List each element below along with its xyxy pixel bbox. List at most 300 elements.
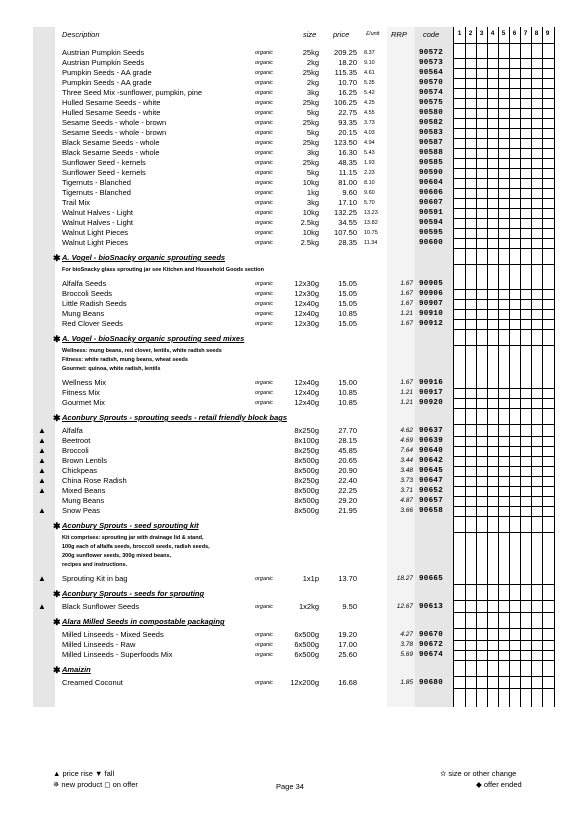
organic-label: organic [255,652,274,658]
pack-size: 3kg [306,88,319,97]
section-note: recipes and instructions. [62,562,128,568]
product-code: 90573 [419,59,444,67]
section-title: Alara Milled Seeds in compostable packaging [62,617,225,626]
grid-row-line [454,688,554,689]
organic-label: organic [255,220,274,226]
organic-label: organic [255,380,274,386]
product-code: 90658 [419,507,444,515]
pack-size: 2.5kg [300,238,319,247]
product-name: Brown Lentils [62,456,108,465]
product-row [33,68,553,78]
product-row [33,98,553,108]
product-code: 90591 [419,209,444,217]
unit-price: 5.35 [364,80,375,86]
pack-size: 2kg [306,58,319,67]
product-row [33,148,553,158]
product-name: Pumpkin Seeds - AA grade [62,68,152,77]
section-title: A. Vogel - bioSnacky organic sprouting seeds [62,253,226,262]
price: 81.00 [338,178,357,187]
product-code: 90680 [419,679,444,687]
product-row [33,486,553,496]
product-code: 90583 [419,129,444,137]
price: 45.85 [338,446,357,455]
price: 29.20 [338,496,357,505]
pack-size: 12x30g [294,279,319,288]
price: 48.35 [338,158,357,167]
product-name: Sunflower Seed - kernels [62,158,146,167]
price: 15.05 [338,319,357,328]
section-note: For bioSnacky glass sprouting jar see Kitchen and Household Goods section [62,267,265,273]
new-section-star-icon: ✱ [53,617,61,627]
grid-column-number: 1 [457,30,462,37]
price: 13.70 [338,574,357,583]
product-code: 90588 [419,149,444,157]
product-row [33,319,553,329]
header-size: size [303,30,317,39]
legend-new: ✵ new product ◻ on offer [53,780,138,789]
product-row [33,138,553,148]
product-name: Little Radish Seeds [62,299,127,308]
product-name: Hulled Sesame Seeds - white [62,98,161,107]
price: 20.15 [338,128,357,137]
organic-label: organic [255,140,274,146]
product-row [33,188,553,198]
product-code: 90920 [419,399,444,407]
product-code: 90590 [419,169,444,177]
section-note: Wellness: mung beans, red clover, lentils, white radish seeds [62,348,222,354]
organic-label: organic [255,190,274,196]
product-code: 90604 [419,179,444,187]
organic-label: organic [255,230,274,236]
product-row [33,678,553,688]
product-code: 90906 [419,290,444,298]
price: 123.50 [334,138,357,147]
section-note: 100g each of alfalfa seeds, broccoli seeds, radish seeds, [62,544,210,550]
product-name: Austrian Pumpkin Seeds [62,58,145,67]
new-section-star-icon: ✱ [53,589,61,599]
product-name: Black Sunflower Seeds [62,602,140,611]
rrp: 3.66 [400,507,413,514]
organic-label: organic [255,90,274,96]
rrp: 1.21 [400,389,413,396]
section-title: Aconbury Sprouts - seeds for sprouting [62,589,205,598]
product-code: 90639 [419,437,444,445]
unit-price: 13.82 [364,220,378,226]
product-row [33,58,553,68]
price: 15.05 [338,289,357,298]
product-code: 90672 [419,641,444,649]
price: 20.90 [338,466,357,475]
product-name: China Rose Radish [62,476,127,485]
product-row [33,158,553,168]
pack-size: 8x250g [294,426,319,435]
product-name: Mung Beans [62,496,105,505]
unit-price: 11.34 [364,240,378,246]
organic-label: organic [255,60,274,66]
price: 28.35 [338,238,357,247]
product-row [33,426,553,436]
organic-label: organic [255,680,274,686]
change-marker: ▲ [38,436,46,445]
product-name: Hulled Sesame Seeds - white [62,108,161,117]
change-marker: ▲ [38,426,46,435]
pack-size: 12x40g [294,388,319,397]
change-marker: ▲ [38,602,46,611]
rrp: 1.67 [400,290,413,297]
price: 10.70 [338,78,357,87]
section-title: A. Vogel - bioSnacky organic sprouting seed mixes [62,334,245,343]
product-row [33,446,553,456]
pack-size: 5kg [306,108,319,117]
grid-row-line [454,264,554,265]
product-name: Austrian Pumpkin Seeds [62,48,145,57]
pack-size: 8x500g [294,466,319,475]
grid-row-line [454,424,554,425]
price: 16.25 [338,88,357,97]
product-row [33,299,553,309]
grid-column-number: 9 [545,30,550,37]
price: 22.25 [338,486,357,495]
product-code: 90613 [419,603,444,611]
product-row [33,178,553,188]
grid-row-line [454,600,554,601]
unit-price: 4.61 [364,70,375,76]
product-name: Alfalfa Seeds [62,279,107,288]
product-name: Walnut Halves - Light [62,218,134,227]
product-code: 90580 [419,109,444,117]
grid-row-line [454,676,554,677]
rrp: 4.62 [400,427,413,434]
product-row [33,198,553,208]
section-heading [33,664,453,676]
price: 10.85 [338,388,357,397]
rrp: 1.85 [400,679,413,686]
product-code: 90916 [419,379,444,387]
change-marker: ▲ [38,476,46,485]
product-name: Chickpeas [62,466,98,475]
organic-label: organic [255,576,274,582]
unit-price: 10.75 [364,230,378,236]
organic-label: organic [255,70,274,76]
product-name: Sesame Seeds - whole - brown [62,118,167,127]
price: 115.35 [334,68,357,77]
rrp: 1.21 [400,310,413,317]
grid-row-line [454,584,554,585]
product-code: 90907 [419,300,444,308]
product-row [33,398,553,408]
rrp: 1.21 [400,399,413,406]
product-name: Sunflower Seed - kernels [62,168,146,177]
product-row [33,496,553,506]
grid-row-line [454,660,554,661]
rrp: 3.44 [400,457,413,464]
organic-label: organic [255,321,274,327]
organic-label: organic [255,632,274,638]
organic-label: organic [255,120,274,126]
price: 11.15 [338,168,357,177]
product-row [33,279,553,289]
product-code: 90917 [419,389,444,397]
product-row [33,118,553,128]
product-name: Alfalfa [62,426,83,435]
product-name: Broccoli [62,446,89,455]
price: 16.30 [338,148,357,157]
product-code: 90606 [419,189,444,197]
product-row [33,388,553,398]
grid-column-number: 5 [501,30,506,37]
price: 15.05 [338,299,357,308]
product-row [33,378,553,388]
section-note: Fitness: white radish, mung beans, wheat seeds [62,357,188,363]
change-marker: ▲ [38,456,46,465]
product-code: 90585 [419,159,444,167]
pack-size: 8x250g [294,446,319,455]
organic-label: organic [255,390,274,396]
pack-size: 8x250g [294,476,319,485]
product-name: Wellness Mix [62,378,107,387]
organic-label: organic [255,291,274,297]
section-title: Aconbury Sprouts - seed sprouting kit [62,521,199,530]
product-code: 90595 [419,229,444,237]
unit-price: 2.23 [364,170,375,176]
grid-row-line [454,408,554,409]
product-name: Fitness Mix [62,388,100,397]
product-row [33,630,553,640]
change-marker: ▲ [38,574,46,583]
price: 19.20 [338,630,357,639]
pack-size: 12x30g [294,319,319,328]
price: 107.50 [334,228,357,237]
product-row [33,602,553,612]
unit-price: 5.43 [364,150,375,156]
legend-size: ✫ size or other change [440,769,517,778]
pack-size: 8x100g [294,436,319,445]
product-row [33,48,553,58]
pack-size: 5kg [306,128,319,137]
grid-row-line [454,628,554,629]
product-row [33,78,553,88]
organic-label: organic [255,110,274,116]
product-code: 90670 [419,631,444,639]
price: 17.10 [338,198,357,207]
price: 132.25 [334,208,357,217]
unit-price: 8.37 [364,50,375,56]
rrp: 1.67 [400,320,413,327]
pack-size: 25kg [302,48,319,57]
pack-size: 8x500g [294,456,319,465]
unit-price: 9.60 [364,190,375,196]
pack-size: 3kg [306,148,319,157]
organic-label: organic [255,170,274,176]
price: 9.60 [342,188,357,197]
organic-label: organic [255,311,274,317]
organic-label: organic [255,642,274,648]
price: 106.25 [334,98,357,107]
grid-row-line [454,345,554,346]
organic-label: organic [255,210,274,216]
product-name: Trail Mix [62,198,91,207]
product-name: Creamed Coconut [62,678,123,687]
product-name: Walnut Light Pieces [62,238,129,247]
organic-label: organic [255,240,274,246]
product-code: 90647 [419,477,444,485]
page-number: Page 34 [276,782,304,791]
pack-size: 3kg [306,198,319,207]
pack-size: 25kg [302,138,319,147]
price: 18.20 [338,58,357,67]
price: 16.68 [338,678,357,687]
price: 20.65 [338,456,357,465]
product-row [33,436,553,446]
organic-label: organic [255,160,274,166]
organic-label: organic [255,301,274,307]
product-row [33,466,553,476]
product-name: Milled Linseeds - Raw [62,640,136,649]
pack-size: 8x500g [294,486,319,495]
product-name: Black Sesame Seeds - whole [62,148,160,157]
rrp: 7.64 [400,447,413,454]
product-code: 90575 [419,99,444,107]
product-row [33,128,553,138]
product-code: 90607 [419,199,444,207]
organic-label: organic [255,100,274,106]
pack-size: 6x500g [294,630,319,639]
rrp: 3.78 [400,641,413,648]
pack-size: 12x200g [290,678,319,687]
pack-size: 1x2kg [298,602,319,611]
section-title: Aconbury Sprouts - sprouting seeds - retail friendly block bags [62,413,288,422]
product-name: Pumpkin Seeds - AA grade [62,78,152,87]
new-section-star-icon: ✱ [53,413,61,423]
section-note: 200g sunflower seeds, 300g mixed beans, [62,553,172,559]
product-row [33,168,553,178]
price: 209.25 [334,48,357,57]
product-name: Mung Beans [62,309,105,318]
product-code: 90582 [419,119,444,127]
grid-row-line [454,43,554,44]
product-name: Broccoli Seeds [62,289,113,298]
pack-size: 25kg [302,68,319,77]
rrp: 12.67 [396,603,413,610]
change-marker: ▲ [38,466,46,475]
section-heading [33,616,453,628]
price: 15.05 [338,279,357,288]
header-code: code [423,30,440,39]
product-name: Tigernuts - Blanched [62,178,131,187]
unit-price: 4.94 [364,140,375,146]
product-code: 90564 [419,69,444,77]
product-name: Walnut Light Pieces [62,228,129,237]
pack-size: 8x500g [294,506,319,515]
product-name: Three Seed Mix -sunflower, pumpkin, pine [62,88,203,97]
pack-size: 8x500g [294,496,319,505]
rrp: 3.73 [400,477,413,484]
unit-price: 1.93 [364,160,375,166]
pack-size: 25kg [302,158,319,167]
unit-price: 4.25 [364,100,375,106]
price: 34.55 [338,218,357,227]
price: 22.75 [338,108,357,117]
product-name: Milled Linseeds - Mixed Seeds [62,630,164,639]
legend-price: ▲ price rise ▼ fall [53,769,115,778]
product-name: Snow Peas [62,506,100,515]
product-row [33,650,553,660]
product-code: 90587 [419,139,444,147]
product-row [33,640,553,650]
section-note: Gourmet: quinoa, white radish, lentils [62,366,161,372]
header-description: Description [62,30,100,39]
price: 28.15 [338,436,357,445]
grid-row-line [454,329,554,330]
price: 10.85 [338,398,357,407]
product-row [33,218,553,228]
new-section-star-icon: ✱ [53,665,61,675]
organic-label: organic [255,200,274,206]
rrp: 18.27 [396,575,413,582]
product-code: 90637 [419,427,444,435]
product-name: Sesame Seeds - whole - brown [62,128,167,137]
new-section-star-icon: ✱ [53,334,61,344]
organic-label: organic [255,281,274,287]
product-name: Sprouting Kit in bag [62,574,128,583]
organic-label: organic [255,604,274,610]
pack-size: 1kg [306,188,319,197]
grid-row-line [454,532,554,533]
rrp: 4.27 [400,631,413,638]
price: 22.40 [338,476,357,485]
section-heading [33,252,453,264]
pack-size: 12x40g [294,398,319,407]
unit-price: 8.10 [364,180,375,186]
pack-size: 6x500g [294,640,319,649]
product-code: 90657 [419,497,444,505]
change-marker: ▲ [38,446,46,455]
product-code: 90642 [419,457,444,465]
organic-label: organic [255,400,274,406]
product-code: 90652 [419,487,444,495]
section-heading [33,333,453,345]
change-marker: ▲ [38,486,46,495]
pack-size: 10kg [302,208,319,217]
section-title: Amaizin [62,665,91,674]
product-name: Black Sesame Seeds - whole [62,138,160,147]
unit-price: 4.55 [364,110,375,116]
grid-column-number: 8 [534,30,539,37]
product-row [33,208,553,218]
product-code: 90640 [419,447,444,455]
price: 25.60 [338,650,357,659]
header-price: price [333,30,350,39]
header-unit: £/unit [366,31,380,37]
product-row [33,506,553,516]
product-code: 90574 [419,89,444,97]
product-name: Mixed Beans [62,486,106,495]
section-note: Kit comprises: sprouting jar with drainage lid & stand, [62,535,204,541]
section-heading [33,520,453,532]
product-row [33,476,553,486]
product-row [33,309,553,319]
grid-row-line [454,516,554,517]
rrp: 5.69 [400,651,413,658]
product-name: Gourmet Mix [62,398,105,407]
rrp: 1.67 [400,379,413,386]
organic-label: organic [255,50,274,56]
price: 17.00 [338,640,357,649]
organic-label: organic [255,130,274,136]
change-marker: ▲ [38,506,46,515]
legend-offer: ◆ offer ended [476,780,522,789]
pack-size: 2kg [306,78,319,87]
